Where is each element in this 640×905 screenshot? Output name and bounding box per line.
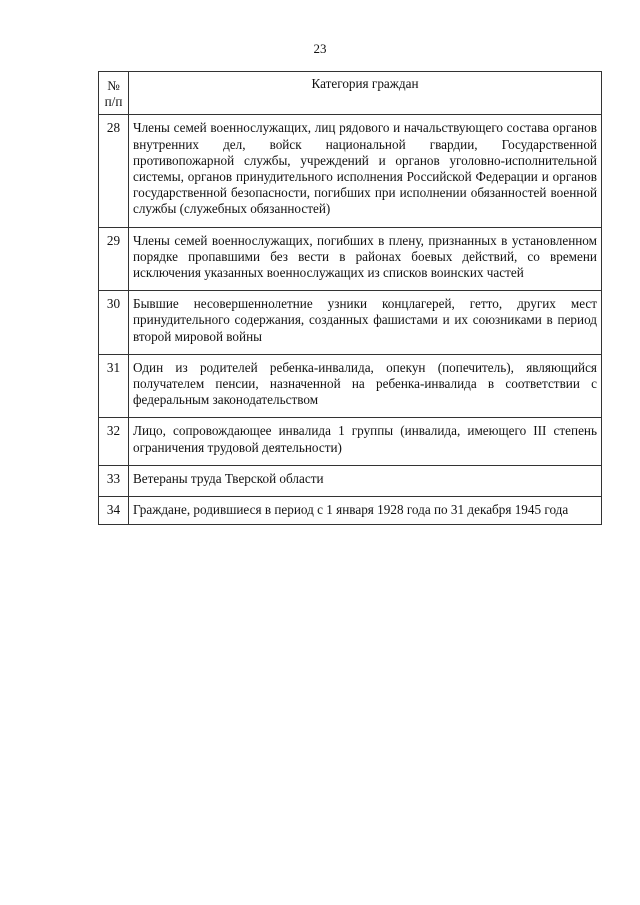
table-row <box>99 465 602 496</box>
table-header-row <box>99 72 602 115</box>
row-number: 33 <box>99 465 129 496</box>
table-row <box>99 354 602 418</box>
table-row <box>99 115 602 227</box>
row-category-text: Граждане, родившиеся в период с 1 января 1928 года по 31 декабря 1945 года <box>129 497 602 525</box>
row-category-text: Ветераны труда Тверской области <box>129 465 602 496</box>
table-row <box>99 497 602 525</box>
citizen-categories-table <box>98 71 602 525</box>
row-category-text: Бывшие несовершеннолетние узники концлагерей, гетто, других мест принудительного содержания, созданных фашистами и их союзниками в период второй мировой войны <box>129 291 602 355</box>
header-number-abbr: п/п <box>104 94 123 110</box>
header-number-sign: № <box>107 78 120 93</box>
row-category-text: Лицо, сопровождающее инвалида 1 группы (инвалида, имеющего III степень ограничения трудовой деятельности) <box>129 418 602 465</box>
row-category-text: Один из родителей ребенка-инвалида, опекун (попечитель), являющийся получателем пенсии, назначенной на ребенка-инвалида в соответствии с федеральным законодательством <box>129 354 602 418</box>
table-row <box>99 291 602 355</box>
row-number: 34 <box>99 497 129 525</box>
row-number: 32 <box>99 418 129 465</box>
page-number: 23 <box>313 41 327 56</box>
row-category-text: Члены семей военнослужащих, лиц рядового и начальствующего состава органов внутренних дел, войск национальной гвардии, Государственной противопожарной службы, учреждений и органов уголовно-исполнительной системы, органов принудительного исполнения Российской Федерации и органов государственной безопасности, погибших при исполнении обязанностей военной службы (служебных обязанностей) <box>129 115 602 227</box>
table-row <box>99 227 602 291</box>
row-number: 30 <box>99 291 129 355</box>
row-number: 28 <box>99 115 129 227</box>
row-number: 31 <box>99 354 129 418</box>
header-number-cell <box>99 72 129 115</box>
header-category-cell: Категория граждан <box>129 72 602 115</box>
row-number: 29 <box>99 227 129 291</box>
table-row <box>99 418 602 465</box>
row-category-text: Члены семей военнослужащих, погибших в плену, признанных в установленном порядке пропавшими без вести в районах боевых действий, со времени исключения указанных военнослужащих из списков воинских частей <box>129 227 602 291</box>
